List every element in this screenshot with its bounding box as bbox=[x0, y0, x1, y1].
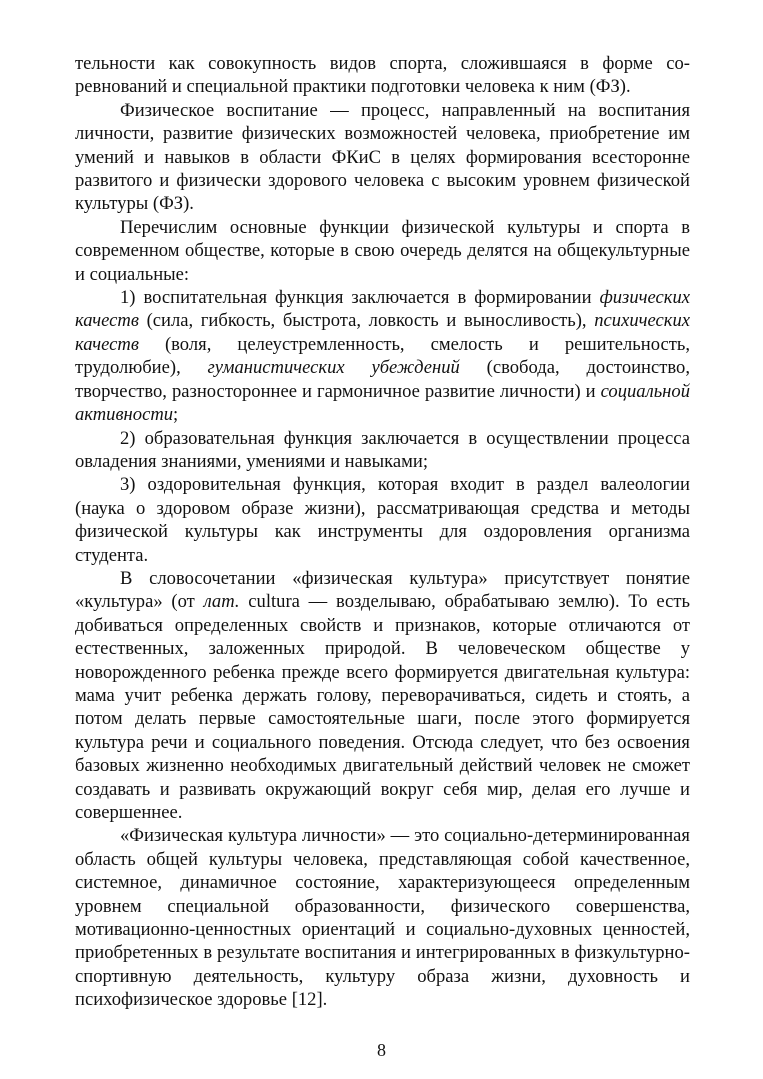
italic-term: физических качеств bbox=[75, 287, 690, 332]
paragraph-text: 3) оздоровительная функция, которая входит в раздел валеологии (наука о здоровом образе жизни), рассматривающая средства и методы физической культуры как инструменты для оздоровления организма студента. bbox=[75, 474, 690, 566]
paragraph-text: тельности как совокупность видов спорта, сложившаяся в форме соревнований и специальной практики подготовки человека к ним (ФЗ). bbox=[75, 53, 690, 98]
paragraph bbox=[75, 286, 690, 426]
italic-term: психических качеств bbox=[75, 310, 690, 355]
paragraph-text: 2) образовательная функция заключается в осуществлении процесса овладения знаниями, умениями и навыками; bbox=[75, 427, 690, 472]
paragraph-text: 1) воспитательная функция заключается в формировании bbox=[120, 287, 600, 309]
italic-term: социальной активности bbox=[75, 380, 690, 426]
paragraph-text: (воля, целеустремленность, смелость и решительность, трудолюбие), bbox=[75, 333, 690, 379]
paragraph-text: В словосочетании «физическая культура» присутствует понятие «культура» (от bbox=[75, 567, 690, 613]
paragraph bbox=[75, 52, 690, 99]
paragraph-text: cultura — возделываю, обрабатываю землю). То есть добиваться определенных свойств и признаков, которые отличаются от естественных, заложенных природой. В человеческом обществе у новорожденного ребенка прежде всего формируется двигательная культура: мама учит ребенка держать голову, переворачиваться, сидеть и стоять, а потом делать первые самостоятельные шаги, после этого формируется культура речи и социального поведения. Отсюда следует, что без освоения базовых жизненно необходимых двигательный действий человек не сможет создавать и развивать окружающий вокруг себя мир, делая его лучше и совершеннее. bbox=[75, 591, 690, 823]
paragraph-text: Физическое воспитание — процесс, направленный на воспитания личности, развитие физических возможностей человека, приобретение им умений и навыков в области ФКиС в целях формирования всесторонне развитого и физически здорового человека с высоким уровнем физической культуры (ФЗ). bbox=[75, 99, 690, 215]
page-body bbox=[75, 52, 690, 1012]
paragraph-text: (сила, гибкость, быстрота, ловкость и выносливость), bbox=[138, 310, 595, 332]
paragraph-text: «Физическая культура личности» — это социально-детерминированная область общей культуры человека, представляющая собой качественное, системное, динамичное состояние, характеризующееся определенным уровнем специальной образованности, физического совершенства, мотивационно-ценностных ориентаций и социально-духовных ценностей, приобретенных в результате воспитания и интегрированных в физкультурно-спортивную деятельность, культуру образа жизни, духовность и психофизическое здоровье [12]. bbox=[75, 825, 690, 1011]
paragraph-text: (свобода, достоинство, творчество, разностороннее и гармоничное развитие личности) и bbox=[75, 357, 690, 402]
paragraph bbox=[75, 567, 690, 824]
paragraph bbox=[75, 216, 690, 286]
paragraph bbox=[75, 824, 690, 1011]
paragraph-text: ; bbox=[173, 404, 179, 426]
paragraph bbox=[75, 473, 690, 567]
italic-term: гуманистических убеждений bbox=[207, 357, 460, 379]
paragraph bbox=[75, 99, 690, 216]
page-number: 8 bbox=[377, 1040, 386, 1060]
paragraph-text: Перечислим основные функции физической культуры и спорта в современном обществе, которые в свою очередь делятся на общекультурные и социальные: bbox=[75, 216, 690, 285]
paragraph bbox=[75, 427, 690, 474]
italic-term: лат. bbox=[203, 591, 240, 613]
